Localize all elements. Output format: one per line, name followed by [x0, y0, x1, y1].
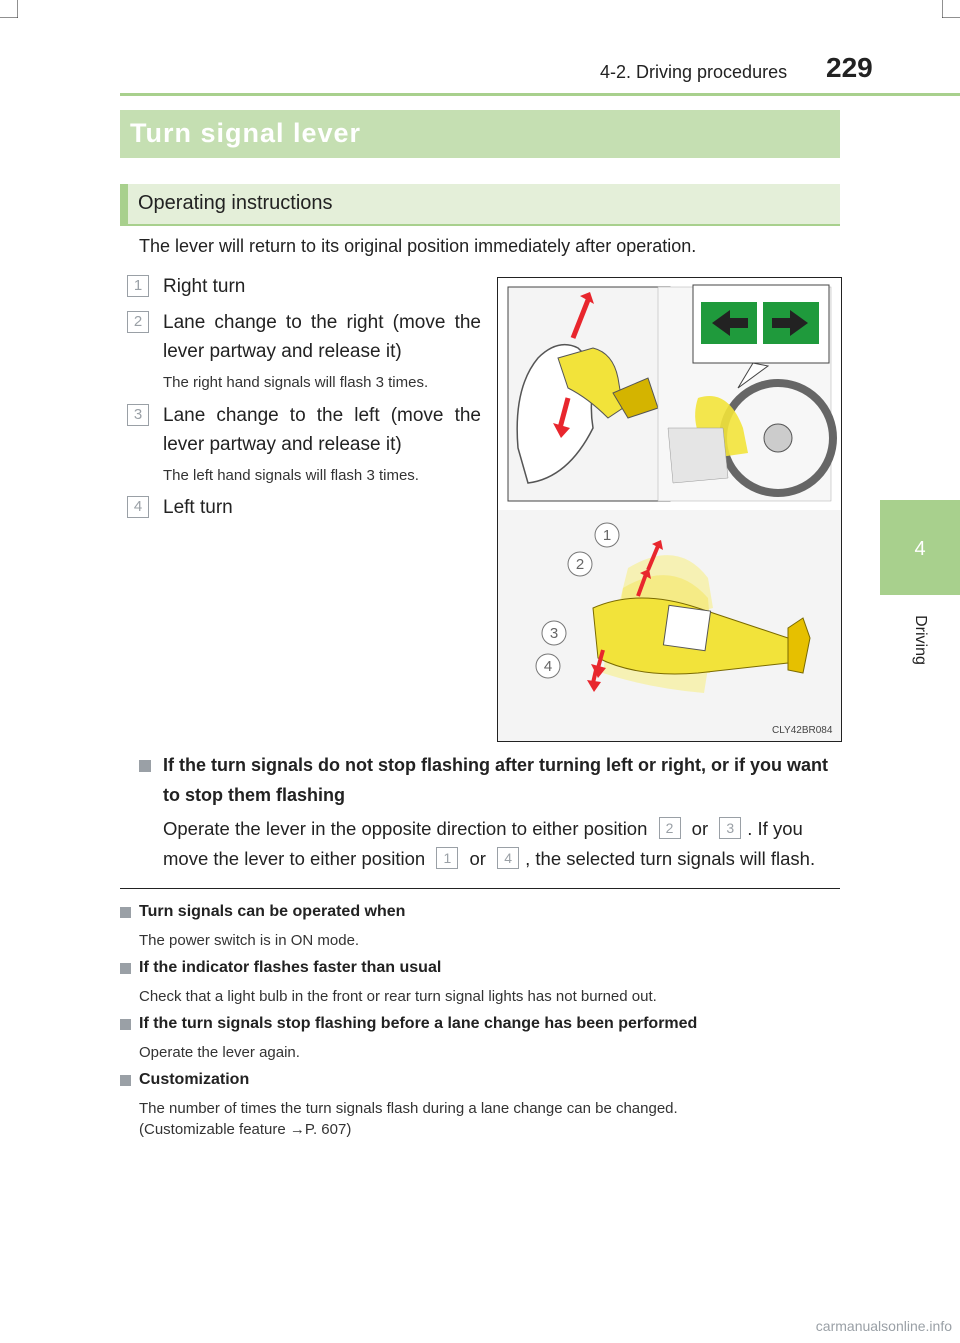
question-answer: Operate the lever in the opposite direction to either position 2 or 3 . If you move the lever to either position 1 or 4 , the selected turn signals will flash.	[163, 818, 816, 869]
chapter-tab[interactable]	[880, 500, 960, 595]
item-number-4: 4	[127, 496, 149, 518]
section-title: Turn signal lever	[130, 118, 362, 148]
watermark: carmanualsonline.info	[815, 1318, 952, 1334]
note-body-2: Check that a light bulb in the front or rear turn signal lights has not burned out.	[139, 988, 657, 1005]
intro-text: The lever will return to its original position immediately after operation.	[139, 236, 697, 256]
ref-number-1: 1	[436, 847, 458, 869]
note-bullet-icon	[120, 1075, 131, 1086]
item-number-1: 1	[127, 275, 149, 297]
callout-1-label: 1	[602, 527, 612, 544]
item-note-3: The left hand signals will flash 3 times.	[163, 467, 419, 484]
section-divider	[120, 888, 840, 889]
callout-2-label: 2	[575, 556, 585, 573]
callout-3-label: 3	[549, 625, 559, 642]
subsection-marker	[120, 184, 128, 224]
note-heading-2: If the indicator flashes faster than usual	[139, 959, 442, 976]
header-rule	[120, 93, 960, 96]
header-section: 4-2. Driving procedures	[600, 62, 788, 82]
figure-illustration	[498, 278, 841, 741]
item-text-3: Lane change to the left (move the lever partway and release it)	[163, 405, 481, 455]
section-title-bar	[120, 110, 840, 158]
figure-code: CLY42BR084	[772, 725, 833, 736]
note-body-4b: (Customizable feature →P. 607)	[139, 1121, 352, 1138]
item-number-3: 3	[127, 404, 149, 426]
note-heading-1: Turn signals can be operated when	[139, 903, 406, 920]
turn-signal-figure	[497, 277, 842, 742]
subsection-bar	[120, 184, 840, 226]
note-bullet-icon	[120, 1019, 131, 1030]
chapter-number: 4	[914, 538, 926, 560]
note-body-3: Operate the lever again.	[139, 1044, 300, 1061]
note-body-1: The power switch is in ON mode.	[139, 932, 360, 949]
note-heading-4: Customization	[139, 1071, 250, 1088]
question-heading: If the turn signals do not stop flashing after turning left or right, or if you want to stop them flashing	[163, 755, 828, 805]
page-number: 229	[826, 52, 873, 83]
ref-number-4: 4	[497, 847, 519, 869]
question-bullet-icon	[139, 760, 151, 772]
subsection-title: Operating instructions	[138, 192, 333, 214]
ref-number-2: 2	[659, 817, 681, 839]
note-heading-3: If the turn signals stop flashing before a lane change has been performed	[139, 1015, 698, 1032]
note-bullet-icon	[120, 963, 131, 974]
item-text-1: Right turn	[163, 276, 246, 297]
note-bullet-icon	[120, 907, 131, 918]
item-text-4: Left turn	[163, 497, 233, 518]
crop-mark-top-right	[942, 0, 960, 18]
callout-4-label: 4	[543, 658, 553, 675]
chapter-label: Driving	[912, 615, 929, 665]
item-number-2: 2	[127, 311, 149, 333]
crop-mark-top-left	[0, 0, 18, 18]
ref-number-3: 3	[719, 817, 741, 839]
note-body-4: The number of times the turn signals flash during a lane change can be changed.	[139, 1100, 678, 1117]
item-note-2: The right hand signals will flash 3 times.	[163, 374, 429, 391]
item-text-2: Lane change to the right (move the lever partway and release it)	[163, 312, 481, 362]
